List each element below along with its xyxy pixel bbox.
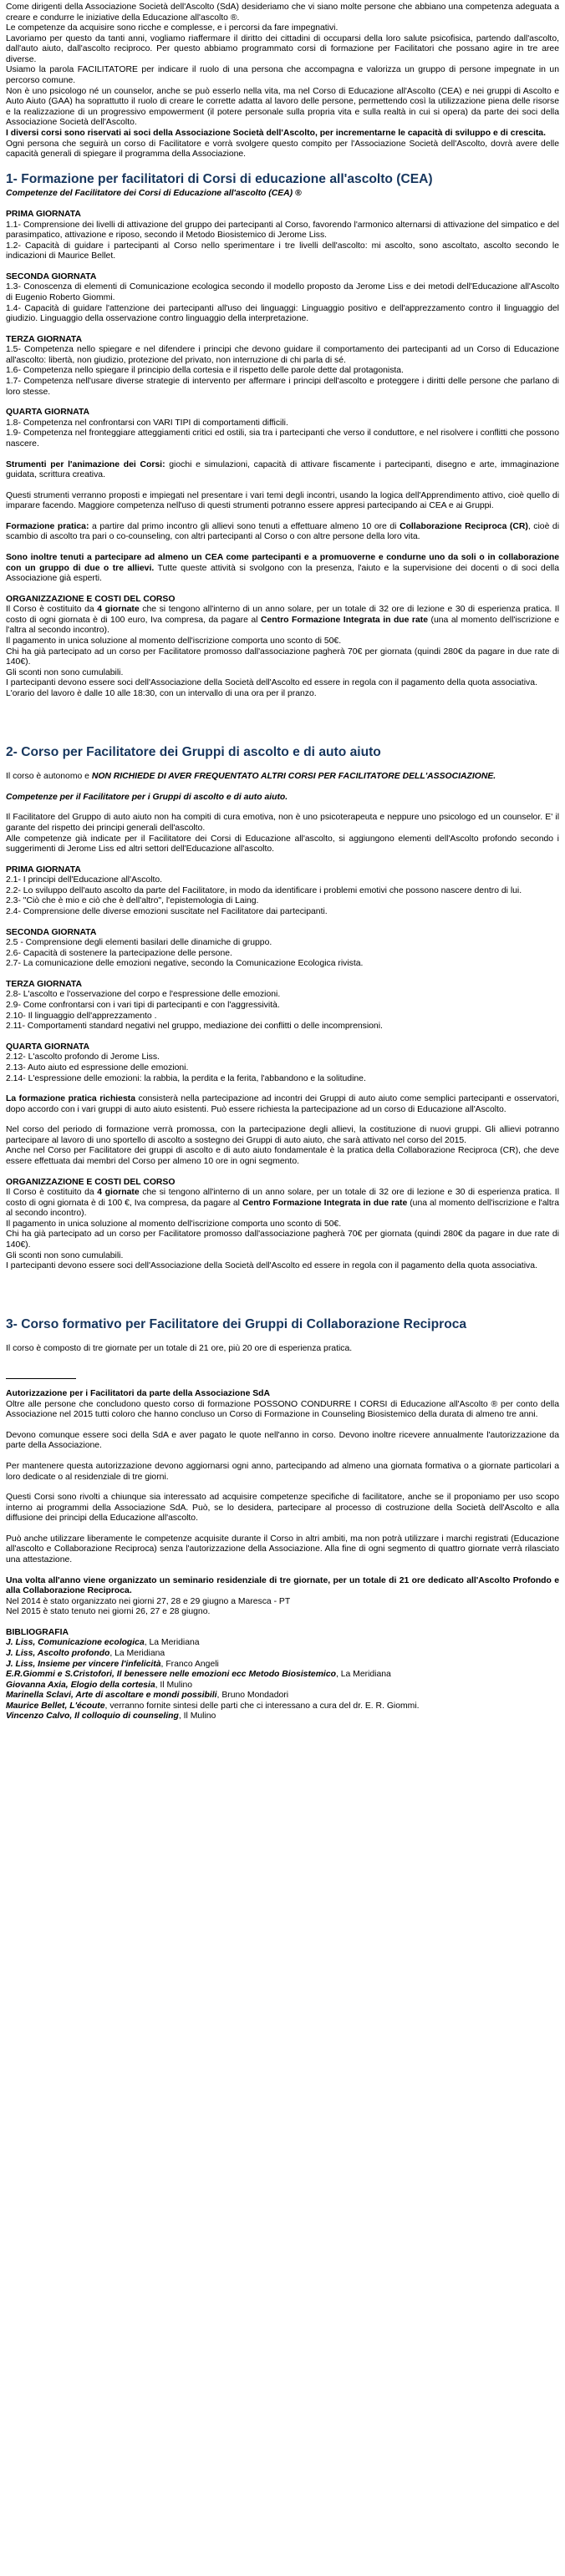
- intro-paragraph: Come dirigenti della Associazione Società dell'Ascolto (SdA) desideriamo che vi siano molte persone che abbiano una competenza adeguata a creare e condurre le iniziative della Educazione all'ascolto ®.: [6, 3, 559, 23]
- section-2-day: [6, 1042, 559, 1084]
- org-text: (una al momento dell'iscrizione e l'altra al secondo incontro).: [6, 615, 559, 636]
- book-publisher: , Il Mulino: [155, 1680, 193, 1690]
- competence-item: 2.10- Il linguaggio dell'apprezzamento .: [6, 1011, 157, 1021]
- bibliography-heading: BIBLIOGRAFIA: [6, 1627, 69, 1637]
- section-2-lead: [6, 772, 559, 783]
- section-3-title: 3- Corso formativo per Facilitatore dei Gruppi di Collaborazione Reciproca: [6, 1316, 467, 1331]
- lead-emphasis: NON RICHIEDE DI AVER FREQUENTATO ALTRI CORSI PER FACILITATORE DELL'ASSOCIAZIONE.: [91, 772, 496, 782]
- organization-line: Chi ha già partecipato ad un corso per Facilitatore promosso dall'associazione pagherà 70€ per giornata (quindi 280€ da pagare in due rate di 140€).: [6, 1230, 559, 1250]
- section-1-day: [6, 210, 559, 262]
- authorization-paragraph: Questi Corsi sono rivolti a chiunque sia interessato ad acquisire competenze specifiche di facilitatore, anche se il proponiamo per uso scopo interno ai programmi della Associazione SdA. Può, se lo desidera, partecipare al processo di costruzione della Società dell'Ascolto e alla diffusione dei principi della Educazione all'ascolto.: [6, 1493, 559, 1524]
- org-text: Il Corso è costituito da: [6, 1188, 98, 1198]
- practice-text: consisterà nella partecipazione ad incontri dei Gruppi di auto aiuto come semplici partecipanti e osservatori, dopo accordo con i vari gruppi di auto aiuto esistenti. Può essere richiesta la partecipazione ad un corso di Educazione all'Ascolto.: [6, 1094, 559, 1114]
- authorization-heading: Autorizzazione per i Facilitatori da parte della Associazione SdA: [6, 1389, 271, 1399]
- tools-label: Strumenti per l'animazione dei Corsi:: [6, 459, 165, 469]
- book-publisher: , verranno fornite sintesi delle parti che ci interessano a cura del dr. E. R. Giommi.: [104, 1701, 420, 1711]
- bibliography-entry: [6, 1711, 559, 1722]
- book-title: Marinella Sclavi, Arte di ascoltare e mondi possibili: [6, 1691, 217, 1701]
- competence-item: 2.4- Comprensione delle diverse emozioni suscitate nel Facilitatore dai partecipanti.: [6, 906, 328, 916]
- section-2-day: [6, 865, 559, 918]
- practice-end: , cioè di scambio di ascolto tra pari o co-counseling, con altri partecipanti al Corso o con altre persone della loro vita.: [6, 521, 560, 542]
- seminar-line: Nel 2015 è stato tenuto nei giorni 26, 27 e 28 giugno.: [6, 1607, 211, 1617]
- day-heading: SECONDA GIORNATA: [6, 271, 97, 281]
- org-center: Centro Formazione Integrata in due rate: [242, 1198, 408, 1208]
- organization-line: Il pagamento in unica soluzione al momento dell'iscrizione comporta uno sconto di 50€.: [6, 636, 342, 647]
- competence-item: 2.12- L'ascolto profondo di Jerome Liss.: [6, 1052, 160, 1062]
- lead-text: Il corso è autonomo e: [6, 772, 92, 782]
- authorization-paragraph: Oltre alle persone che concludono questo corso di formazione POSSONO CONDURRE I CORSI di Educazione all'Ascolto ® per conto della Associazione nel 2015 tutti coloro che hanno concluso un Corso di Formazione in Counseling Biosistemico della durata di almeno tre anni.: [6, 1399, 559, 1420]
- competence-item: 2.11- Comportamenti standard negativi nel gruppo, mediazione dei conflitti o delle incomprensioni.: [6, 1022, 383, 1032]
- section-2-note: Anche nel Corso per Facilitatore dei gruppi di ascolto e di auto aiuto fondamentale è la pratica della Collaborazione Reciproca (CR), che deve essere effettuata dai membri del Corso per almeno 10 ore in ogni segmento.: [6, 1146, 559, 1166]
- organization-paragraph: [6, 1188, 559, 1220]
- book-publisher: , Franco Angeli: [160, 1659, 219, 1669]
- book-publisher: , Il Mulino: [178, 1711, 216, 1722]
- section-1-title: 1- Formazione per facilitatori di Corsi di educazione all'ascolto (CEA): [6, 171, 433, 186]
- day-heading: TERZA GIORNATA: [6, 979, 83, 989]
- intro-paragraph: Usiamo la parola FACILITATORE per indicare il ruolo di una persona che accompagna e valorizza un gruppo di persone impegnate in un percorso comune.: [6, 65, 559, 86]
- section-3-text: Il corso è composto di tre giornate per un totale di 21 ore, più 20 ore di esperienza pratica.: [6, 1344, 353, 1354]
- book-title: J. Liss, Comunicazione ecologica: [6, 1638, 145, 1648]
- bibliography-entry: [6, 1638, 559, 1649]
- section-2-title: 2- Corso per Facilitatore dei Gruppi di ascolto e di auto aiuto: [6, 744, 381, 759]
- section-2-day: [6, 980, 559, 1032]
- section-1-day: [6, 408, 559, 449]
- bibliography-entry: [6, 1681, 559, 1691]
- competence-item: 2.3- "Ciò che è mio e ciò che è dell'altro", l'epistemologia di Laing.: [6, 896, 259, 906]
- competence-item: 2.1- I principi dell'Educazione all'Ascolto.: [6, 875, 163, 885]
- support-bold: Sono inoltre tenuti a partecipare ad almeno un CEA come partecipanti e a promuoverne e condurne uno da soli o in collaborazione con un gruppo di due o tre allievi.: [6, 552, 559, 573]
- seminar-line: Nel 2014 è stato organizzato nei giorni 27, 28 e 29 giugno a Maresca - PT: [6, 1596, 291, 1606]
- organization-line: I partecipanti devono essere soci dell'Associazione della Società dell'Ascolto ed essere in regola con il pagamento della quota associativa.: [6, 678, 537, 688]
- org-days: 4 giornate: [97, 605, 140, 615]
- book-title: J. Liss, Insieme per vincere l'infelicità: [6, 1659, 161, 1669]
- book-title: J. Liss, Ascolto profondo: [6, 1649, 110, 1659]
- intro: [6, 3, 559, 160]
- competence-item: 1.8- Competenza nel confrontarsi con VARI TIPI di comportamenti difficili.: [6, 418, 288, 428]
- competence-item: 2.2- Lo sviluppo dell'auto ascolto da parte del Facilitatore, in modo da identificare i problemi emotivi che possono nascere dentro di lui.: [6, 885, 522, 895]
- competence-item: 1.7- Competenza nell'usare diverse strategie di intervento per affermare i principi dell'ascolto e proteggere i diritti delle persone che parlano di loro stesse.: [6, 377, 559, 397]
- seminar-bold: Una volta all'anno viene organizzato un seminario residenziale di tre giornate, per un totale di 21 ore dedicato all'Ascolto Profondo e alla Collaborazione Reciproca.: [6, 1575, 559, 1596]
- authorization-paragraph: Per mantenere questa autorizzazione devono aggiornarsi ogni anno, partecipando ad almeno una giornata formativa o a giornate particolari a loro dedicate o al residenziale di tre giorni.: [6, 1461, 559, 1482]
- competence-item: 1.6- Competenza nello spiegare il principio della cortesia e il rispetto delle parole dette dal protagonista.: [6, 366, 404, 376]
- organization-heading: ORGANIZZAZIONE E COSTI DEL CORSO: [6, 594, 176, 604]
- org-text: che si tengono all'interno di un anno solare, per un totale di 32 ore di lezione e 30 di esperienza pratica. Il costo di ogni giornata è di 100 euro, Iva compresa, da pagare al: [6, 605, 559, 625]
- organization-line: L'orario del lavoro è dalle 10 alle 18:30, con un intervallo di una ora per il pranzo.: [6, 688, 317, 698]
- intro-paragraph: Le competenze da acquisire sono ricche e complesse, e i percorsi da fare impegnativi.: [6, 23, 338, 33]
- organization-line: Il pagamento in unica soluzione al momento dell'iscrizione comporta uno sconto di 50€.: [6, 1219, 342, 1229]
- org-text: che si tengono all'interno di un anno solare, per un totale di 32 ore di lezione e 30 di esperienza pratica. Il costo di ogni giornata è di 100 €, Iva compresa, da pagare al: [6, 1188, 559, 1208]
- bibliography-entry: [6, 1649, 559, 1660]
- day-heading: PRIMA GIORNATA: [6, 209, 81, 219]
- bibliography-entry: [6, 1701, 559, 1712]
- book-publisher: , La Meridiana: [144, 1638, 200, 1648]
- bibliography-entry: [6, 1670, 559, 1681]
- support-text: Tutte queste attività si svolgono con la presenza, l'aiuto e la supervisione dei docenti o di soci della Associazione già esperti.: [6, 563, 559, 584]
- competence-item: 2.6- Capacità di sostenere la partecipazione delle persone.: [6, 948, 232, 958]
- section-2-intro: Il Facilitatore del Gruppo di auto aiuto non ha compiti di cura emotiva, non è uno psicoterapeuta e neppure uno psicologo ed un counselor. E' il garante del rispetto dei principi generali dell'ascolto.: [6, 813, 559, 833]
- practice-paragraph: [6, 522, 559, 543]
- authorization-section: [6, 1389, 559, 1618]
- section-2-practice: [6, 1094, 559, 1115]
- organization-line: Gli sconti non sono cumulabili.: [6, 1250, 124, 1260]
- competence-item: 1.2- Capacità di guidare i partecipanti al Corso nello sperimentare i tre livelli dell'ascolto: mi ascolto, sono ascoltato, ascolto secondo le indicazioni di Maurice Bellet.: [6, 241, 559, 261]
- authorization-paragraph: Può anche utilizzare liberamente le competenze acquisite durante il Corso in altri ambiti, ma non potrà utilizzare i marchi registrati (Educazione all'ascolto e Collaborazione Reciproca) senza l'autorizzazione della Associazione. Alla fine di ogni segmento di quattro giornate verrà rilasciato una attestazione.: [6, 1534, 559, 1564]
- practice-label: Formazione pratica:: [6, 521, 89, 531]
- competence-item: 2.14- L'espressione delle emozioni: la rabbia, la perdita e la ferita, l'abbandono e la solitudine.: [6, 1073, 366, 1083]
- section-2-subtitle: Competenze per il Facilitatore per i Gruppi di ascolto e di auto aiuto.: [6, 792, 288, 802]
- tools-note: Questi strumenti verranno proposti e impiegati nel presentare i vari temi degli incontri, usando la logica dell'Apprendimento attivo, cioè quello di imparare facendo. Maggiore competenza nell'uso di questi strumenti potranno essere appresi partecipando ai CEA e ai Gruppi.: [6, 490, 559, 511]
- section-2-day: [6, 928, 559, 970]
- competence-item: 2.13- Auto aiuto ed espressione delle emozioni.: [6, 1062, 189, 1072]
- day-heading: QUARTA GIORNATA: [6, 408, 90, 418]
- org-days: 4 giornate: [97, 1188, 140, 1198]
- section-2-organization: [6, 1178, 559, 1272]
- intro-paragraph: Lavoriamo per questo da tanti anni, vogliamo riaffermare il diritto dei cittadini di occuparsi della loro salute psicofisica, partendo dall'ascolto, dall'auto aiuto, dall'ascolto reciproco. Per questo abbiamo programmato corsi di formazione per Facilitatori che possano agire in tre aree diverse.: [6, 33, 559, 64]
- org-text: Il Corso è costituito da: [6, 605, 98, 615]
- competence-item: 1.5- Competenza nello spiegare e nel difendere i principi che devono guidare il comportamento dei partecipanti ad un Corso di Educazione all'ascolto: libertà, non giudizio, protezione del privato, non interruzione di chi parla di sé.: [6, 345, 559, 365]
- book-title: Maurice Bellet, L'écoute: [6, 1701, 105, 1711]
- competence-item: 2.8- L'ascolto e l'osservazione del corpo e l'espressione delle emozioni.: [6, 990, 281, 1000]
- competence-item: 2.7- La comunicazione delle emozioni negative, secondo la Comunicazione Ecologica rivista.: [6, 959, 364, 969]
- section-2-note: Nel corso del periodo di formazione verrà promossa, con la partecipazione degli allievi, la costituzione di nuovi gruppi. Gli allievi potranno partecipare al lavoro di uno sportello di ascolto a sostegno dei Gruppi di auto aiuto, che sarà attivato nel corso del 2015.: [6, 1125, 559, 1145]
- practice-bold: Collaborazione Reciproca (CR): [400, 521, 528, 531]
- practice-text: a partire dal primo incontro gli allievi sono tenuti a effettuare almeno 10 ore di: [89, 521, 400, 531]
- intro-paragraph: Ogni persona che seguirà un corso di Facilitatore e vorrà svolgere questo compito per l'Associazione Società dell'Ascolto, dovrà avere delle capacità generali di spiegare il programma della Associazione.: [6, 139, 559, 160]
- org-center: Centro Formazione Integrata in due rate: [261, 615, 428, 625]
- section-2-intro: Alle competenze già indicate per il Facilitatore dei Corsi di Educazione all'ascolto, si aggiungono elementi dell'Ascolto profondo secondo i suggerimenti di Jerome Liss ed altri settori dell'Educazione all'ascolto.: [6, 834, 559, 854]
- book-publisher: , La Meridiana: [109, 1649, 165, 1659]
- book-title: E.R.Giommi e S.Cristofori, Il benessere nelle emozioni ecc Metodo Biosistemico: [6, 1670, 336, 1680]
- competence-item: 1.3- Conoscenza di elementi di Comunicazione ecologica secondo il modello proposto da Jerome Liss e dei metodi dell'Educazione all'Ascolto di Eugenio Roberto Giommi.: [6, 282, 559, 302]
- book-publisher: , La Meridiana: [335, 1670, 391, 1680]
- bibliography-entry: [6, 1660, 559, 1671]
- section-1-day: [6, 335, 559, 398]
- organization-line: I partecipanti devono essere soci dell'Associazione della Società dell'Ascolto ed essere in regola con il pagamento della quota associativa.: [6, 1261, 537, 1271]
- intro-paragraph: Non è uno psicologo né un counselor, anche se può esserlo nella vita, ma nel Corso di Educazione all'Ascolto (CEA) e nei gruppi di Ascolto e Auto Aiuto (GAA) ha soprattutto il ruolo di creare le corrette adatta al lavoro delle persone, permettendo così la utilizzazione piena delle risorse e la realizzazione di un progressivo empowerment (il potere personale sulla propria vita e sulla realtà in cui si opera) da parte dei soci della Associazione Società dell'Ascolto.: [6, 86, 559, 128]
- organization-line: Chi ha già partecipato ad un corso per Facilitatore promosso dall'associazione pagherà 70€ per giornata (quindi 280€ da pagare in due rate di 140€).: [6, 647, 559, 667]
- book-publisher: , Bruno Mondadori: [216, 1691, 289, 1701]
- intro-bold-paragraph: I diversi corsi sono riservati ai soci della Associazione Società dell'Ascolto, per incrementarne le capacità di sviluppo e di crescita.: [6, 128, 546, 138]
- organization-paragraph: [6, 605, 559, 636]
- authorization-paragraph: Devono comunque essere soci della SdA e aver pagato le quote nell'anno in corso. Devono inoltre ricevere annualmente l'autorizzazione da parte della Associazione.: [6, 1430, 559, 1451]
- bibliography: [6, 1628, 559, 1722]
- book-title: Vincenzo Calvo, Il colloquio di counseling: [6, 1711, 179, 1722]
- org-text: (una al momento dell'iscrizione e l'altra al secondo incontro).: [6, 1198, 559, 1219]
- competence-item: 2.9- Come confrontarsi con i vari tipi di partecipanti e con l'aggressività.: [6, 1001, 280, 1011]
- tools-text: giochi e simulazioni, capacità di attivare fiscamente i partecipanti, disegno e arte, immaginazione guidata, scrittura creativa.: [6, 459, 560, 480]
- competence-item: 1.9- Competenza nel fronteggiare atteggiamenti critici ed ostili, sia tra i partecipanti che verso il conduttore, e nel risolvere i conflitti che possono nascere.: [6, 428, 559, 449]
- day-heading: QUARTA GIORNATA: [6, 1042, 90, 1052]
- competence-item: 1.1- Comprensione dei livelli di attivazione del gruppo dei partecipanti al Corso, favorendo l'armonico alternarsi di attivazione del simpatico e del parasimpatico, attivazione e riposo, secondo il Metodo Biosistemico di Jerome Liss.: [6, 220, 559, 241]
- section-1-day: [6, 272, 559, 325]
- organization-line: Gli sconti non sono cumulabili.: [6, 667, 124, 677]
- organization-heading: ORGANIZZAZIONE E COSTI DEL CORSO: [6, 1177, 176, 1187]
- day-heading: TERZA GIORNATA: [6, 334, 83, 344]
- practice-bold: La formazione pratica richiesta: [6, 1094, 135, 1104]
- book-title: Giovanna Axia, Elogio della cortesia: [6, 1680, 155, 1690]
- bibliography-entry: [6, 1691, 559, 1701]
- day-heading: PRIMA GIORNATA: [6, 865, 81, 875]
- tools-paragraph: [6, 460, 559, 481]
- competence-item: 1.4- Capacità di guidare l'attenzione dei partecipanti all'uso dei linguaggi: Linguaggio positivo e dell'apprezzamento contro il linguaggio del giudizio. Linguaggio della osservazione contro linguaggio della interpretazione.: [6, 303, 559, 324]
- competence-item: 2.5 - Comprensione degli elementi basilari delle dinamiche di gruppo.: [6, 938, 272, 948]
- day-heading: SECONDA GIORNATA: [6, 927, 97, 937]
- section-1-subtitle: Competenze del Facilitatore dei Corsi di Educazione all'ascolto (CEA) ®: [6, 189, 302, 199]
- separator-line: [6, 1378, 76, 1379]
- support-paragraph: [6, 553, 559, 585]
- section-1-organization: [6, 595, 559, 700]
